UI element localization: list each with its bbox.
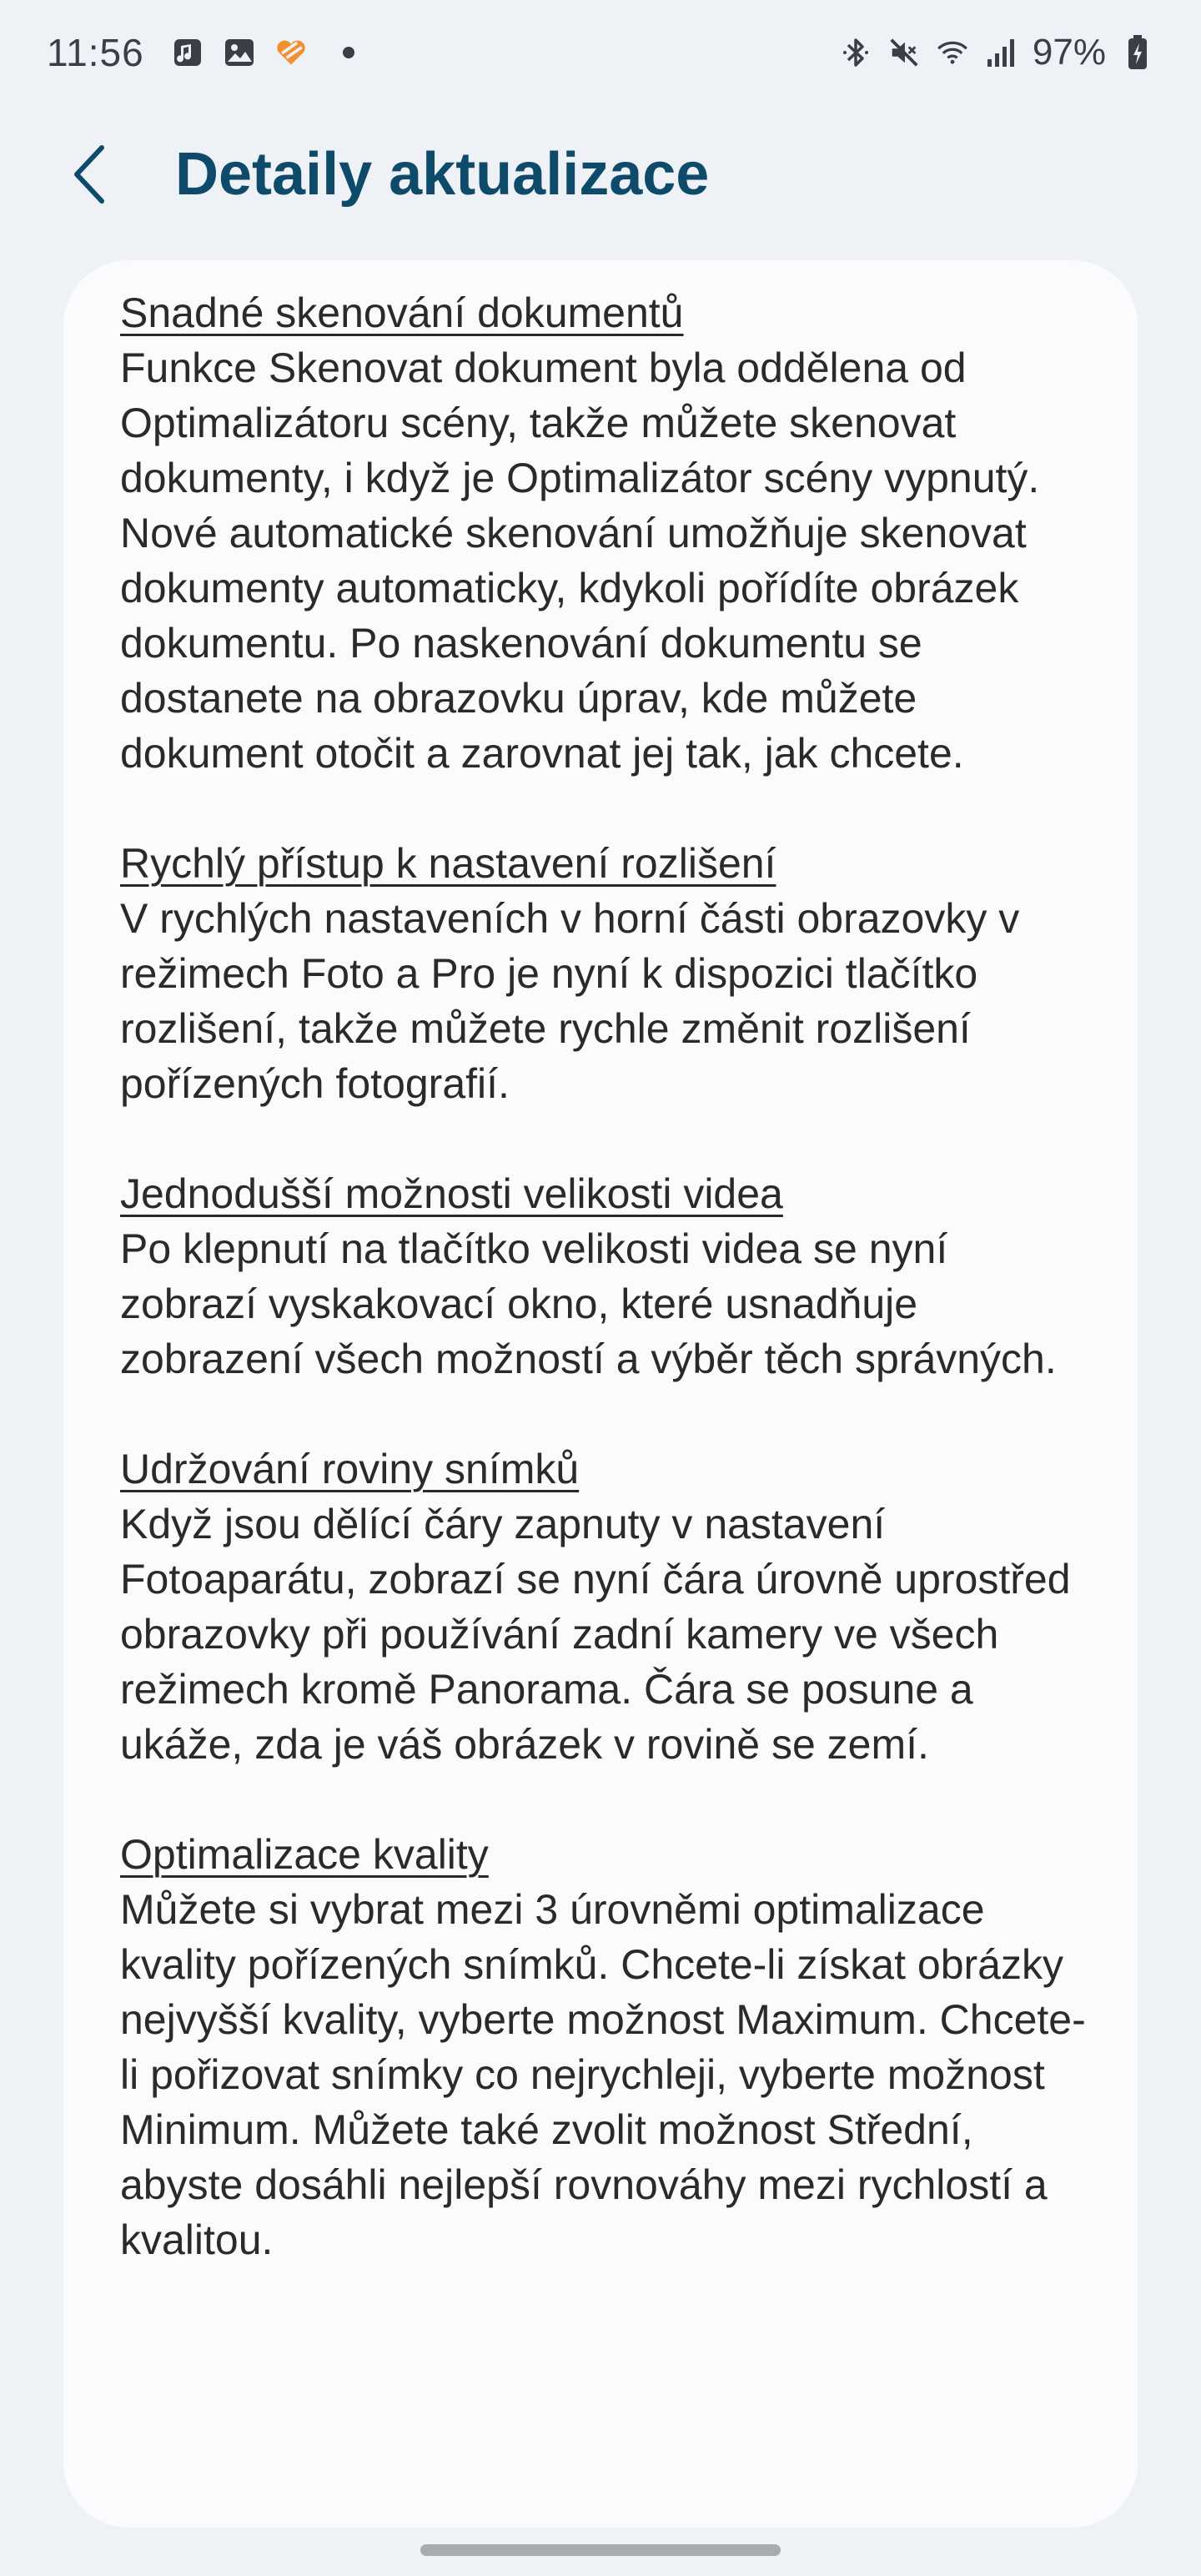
section-title: Jednodušší možnosti velikosti videa <box>120 1170 783 1217</box>
section-body: Funkce Skenovat dokument byla oddělena od Optimalizátoru scény, takže můžete skenovat dokumenty, i když je Optimalizátor scény vypnutý. Nové automatické skenování umožňuje skenovat dokumenty automaticky, kdykoli pořídíte obrázek dokumentu. Po naskenování dokumentu se dostanete na obrazovku úprav, kde můžete dokument otočit a zarovnat jej tak, jak chcete. <box>120 345 1040 777</box>
section-title: Rychlý přístup k nastavení rozlišení <box>120 840 776 887</box>
section-body: V rychlých nastaveních v horní části obrazovky v režimech Foto a Pro je nyní k dispozici tlačítko rozlišení, takže můžete rychle změnit rozlišení pořízených fotografií. <box>120 895 1020 1107</box>
home-indicator[interactable] <box>420 2544 781 2556</box>
section-body: Když jsou dělící čáry zapnuty v nastavení Fotoaparátu, zobrazí se nyní čára úrovně uprostřed obrazovky při používání zadní kamery ve všech režimech kromě Panorama. Čára se posune a ukáže, zda je váš obrázek v rovině se zemí. <box>120 1501 1071 1768</box>
notification-dot-icon <box>343 47 354 58</box>
app-header <box>0 125 1201 225</box>
chevron-left-icon <box>68 141 110 208</box>
bluetooth-icon <box>839 36 872 69</box>
status-right <box>839 32 1154 73</box>
section-level-shots <box>120 1441 1088 1772</box>
music-note-icon <box>171 36 204 69</box>
back-button[interactable] <box>52 137 127 212</box>
section-quality-optimization <box>120 1827 1088 2267</box>
mute-icon <box>887 36 921 69</box>
status-time: 11:56 <box>47 31 144 74</box>
image-icon <box>223 36 256 69</box>
battery-charging-icon <box>1121 36 1154 69</box>
page-title: Detaily aktualizace <box>175 141 710 208</box>
update-details-card[interactable] <box>63 260 1138 2528</box>
battery-percentage: 97% <box>1032 32 1106 73</box>
section-title: Snadné skenování dokumentů <box>120 289 684 336</box>
section-title: Optimalizace kvality <box>120 1831 489 1878</box>
section-body: Po klepnutí na tlačítko velikosti videa se nyní zobrazí vyskakovací okno, které usnadňuje zobrazení všech možností a výběr těch správných. <box>120 1225 1057 1382</box>
status-left <box>47 30 354 75</box>
signal-icon <box>984 36 1018 69</box>
section-resolution-access <box>120 836 1088 1111</box>
wifi-icon <box>936 36 969 69</box>
section-body: Můžete si vybrat mezi 3 úrovněmi optimalizace kvality pořízených snímků. Chcete-li získat obrázky nejvyšší kvality, vyberte možnost Maximum. Chcete-li pořizovat snímky co nejrychleji, vyberte možnost Minimum. Můžete také zvolit možnost Střední, abyste dosáhli nejlepší rovnováhy mezi rychlostí a kvalitou. <box>120 1886 1086 2263</box>
section-document-scanning <box>120 285 1088 781</box>
app-heart-icon <box>274 36 308 69</box>
section-video-size <box>120 1166 1088 1386</box>
status-bar <box>0 0 1201 105</box>
section-title: Udržování roviny snímků <box>120 1446 580 1492</box>
